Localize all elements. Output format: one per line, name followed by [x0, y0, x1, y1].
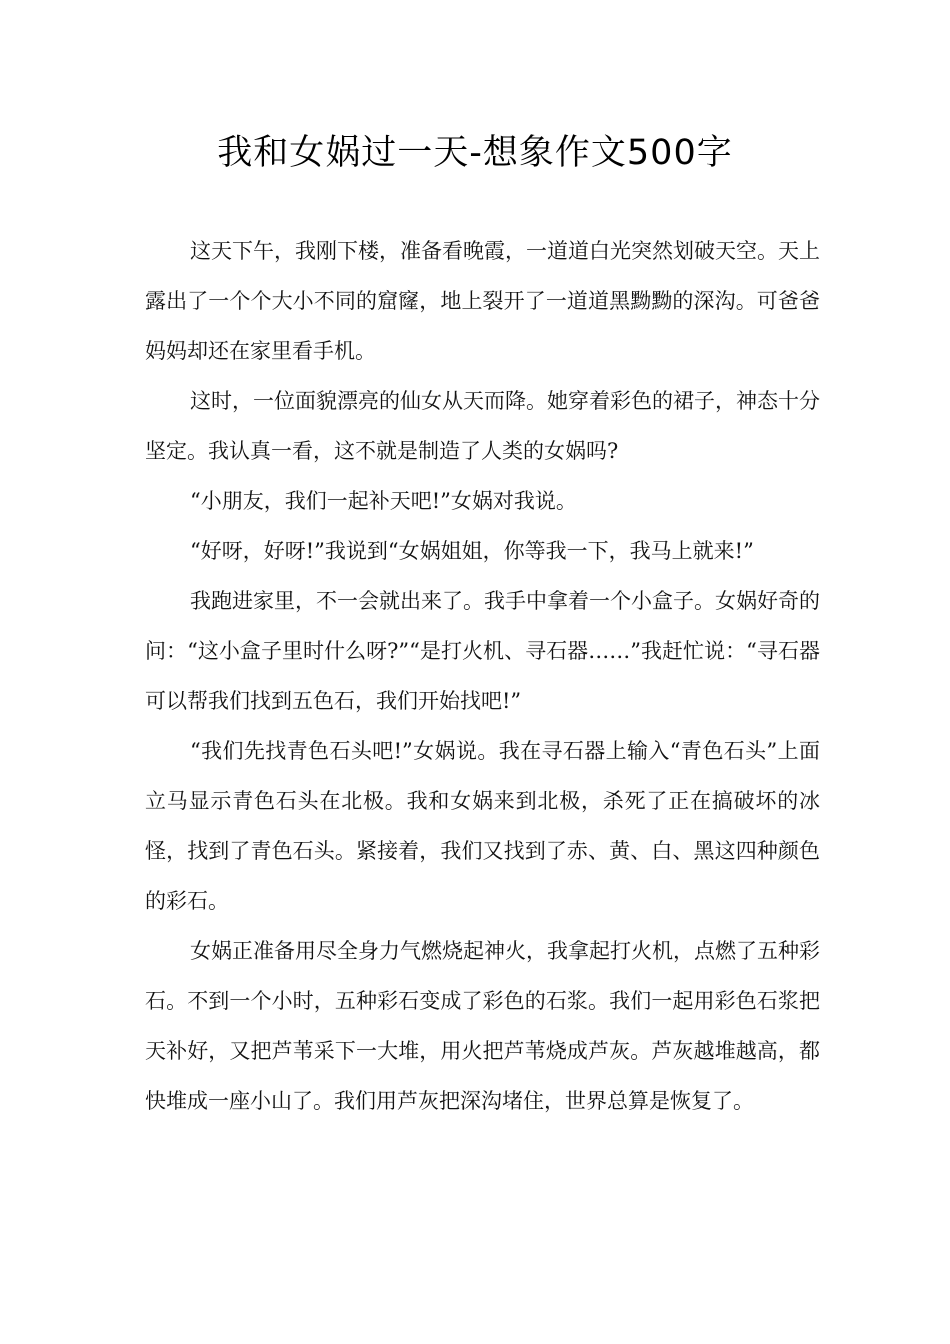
paragraph-2: 这时，一位面貌漂亮的仙女从天而降。她穿着彩色的裙子，神态十分坚定。我认真一看，这不就是制造了人类的女娲吗? — [145, 389, 820, 463]
paragraph-3: “小朋友，我们一起补天吧!”女娲对我说。 — [190, 489, 577, 513]
paragraph-1: 这天下午，我刚下楼，准备看晚霞，一道道白光突然划破天空。天上露出了一个个大小不同的窟窿，地上裂开了一道道黑黝黝的深沟。可爸爸妈妈却还在家里看手机。 — [145, 239, 820, 363]
paragraph-5: 我跑进家里，不一会就出来了。我手中拿着一个小盒子。女娲好奇的问：“这小盒子里时什么呀?”“是打火机、寻石器……”我赶忙说：“寻石器可以帮我们找到五色石，我们开始找吧!” — [145, 589, 820, 713]
paragraph-7: 女娲正准备用尽全身力气燃烧起神火，我拿起打火机，点燃了五种彩石。不到一个小时，五种彩石变成了彩色的石浆。我们一起用彩色石浆把天补好，又把芦苇采下一大堆，用火把芦苇烧成芦灰。芦灰越堆越高，都快堆成一座小山了。我们用芦灰把深沟堵住，世界总算是恢复了。 — [145, 939, 820, 1113]
document-body — [145, 226, 820, 1126]
paragraph-4: “好呀，好呀!”我说到“女娲姐姐，你等我一下，我马上就来!” — [190, 539, 754, 563]
paragraph-6: “我们先找青色石头吧!”女娲说。我在寻石器上输入“青色石头”上面立马显示青色石头在北极。我和女娲来到北极，杀死了正在搞破坏的冰怪，找到了青色石头。紧接着，我们又找到了赤、黄、白、黑这四种颜色的彩石。 — [145, 739, 820, 913]
document-title: 我和女娲过一天-想象作文500字 — [217, 133, 733, 173]
